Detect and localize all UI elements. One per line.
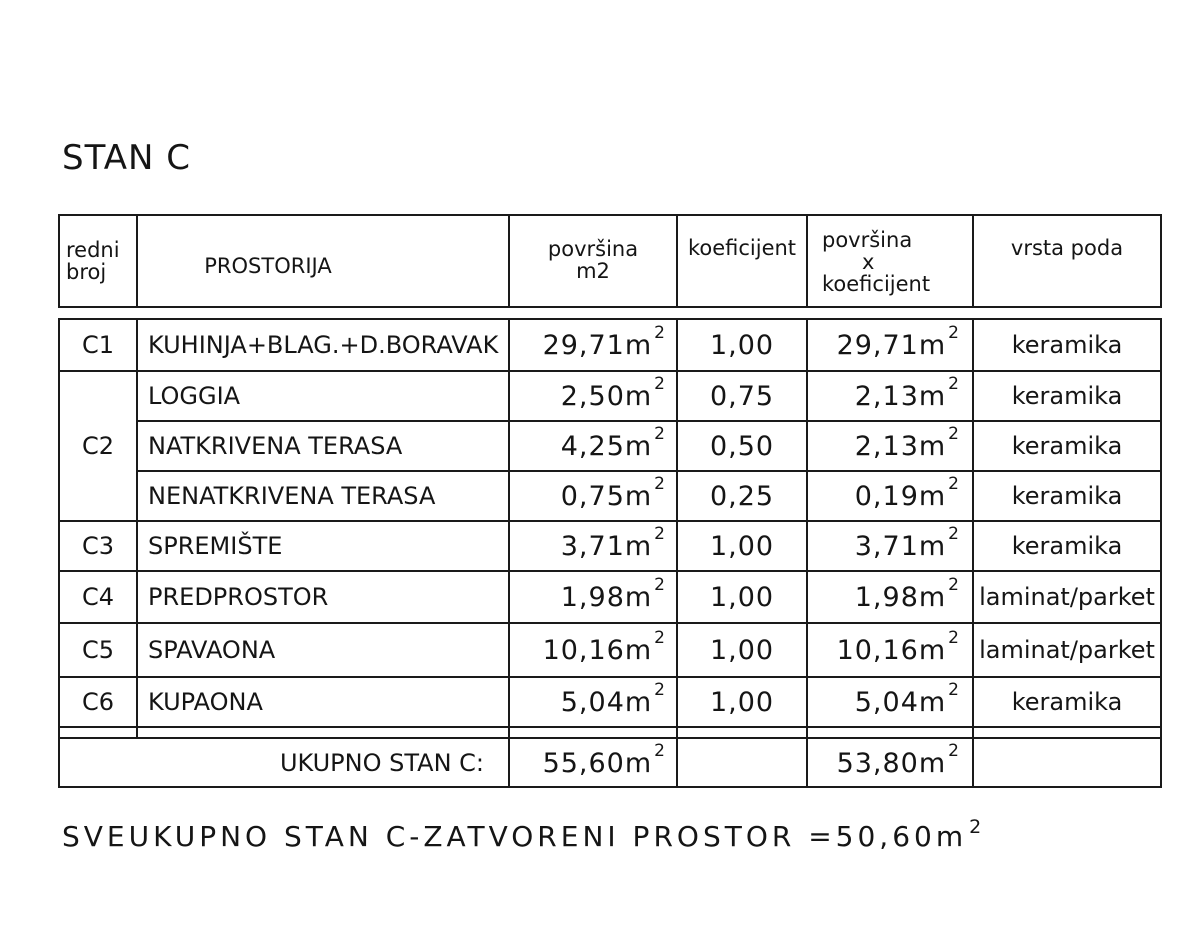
- room-area: 3,71m 2: [560, 523, 666, 562]
- total-label: UKUPNO STAN C:: [279, 749, 484, 777]
- table-line: [58, 214, 1162, 216]
- table-line: [58, 214, 60, 308]
- floor-type: keramika: [1011, 432, 1123, 460]
- floor-type: keramika: [1011, 688, 1123, 716]
- room-area: 4,25m 2: [560, 423, 666, 462]
- room-name: NENATKRIVENA TERASA: [148, 482, 436, 510]
- room-name: KUPAONA: [148, 688, 263, 716]
- room-coefficient: 0,75: [709, 380, 775, 412]
- room-name: NATKRIVENA TERASA: [148, 432, 403, 460]
- room-name: LOGGIA: [148, 382, 241, 410]
- floor-type: keramika: [1011, 331, 1123, 359]
- room-coefficient: 1,00: [709, 581, 775, 613]
- table-line: [58, 737, 60, 788]
- floor-type: laminat/parket: [979, 583, 1155, 611]
- header-koeficijent: koeficijent: [687, 236, 797, 260]
- room-area: 10,16m 2: [542, 627, 666, 666]
- room-area-x-coef: 2,13m 2: [854, 373, 960, 412]
- room-area-x-coef: 2,13m 2: [854, 423, 960, 462]
- header-prostorija: PROSTORIJA: [204, 254, 332, 278]
- floor-type: laminat/parket: [979, 636, 1155, 664]
- table-line: [1160, 318, 1162, 738]
- room-coefficient: 0,50: [709, 430, 775, 462]
- floor-type: keramika: [1011, 482, 1123, 510]
- footer-total: SVEUKUPNO STAN C-ZATVORENI PROSTOR =50,60m $^2$: [62, 816, 986, 853]
- room-area-x-coef: 1,98m 2: [854, 574, 960, 613]
- group-label: C2: [81, 432, 115, 460]
- header-vrsta-poda: vrsta poda: [1010, 236, 1124, 260]
- room-area-x-coef: 29,71m 2: [836, 322, 960, 361]
- room-area-x-coef: 3,71m 2: [854, 523, 960, 562]
- room-area: 0,75m 2: [560, 473, 666, 512]
- group-label: C6: [81, 688, 115, 716]
- room-coefficient: 1,00: [709, 329, 775, 361]
- room-coefficient: 1,00: [709, 686, 775, 718]
- header-povrsina: površina m2: [547, 237, 639, 283]
- room-area-x-coef: 0,19m 2: [854, 473, 960, 512]
- header-redni-broj: redni broj: [66, 238, 120, 284]
- room-area: 5,04m 2: [560, 679, 666, 718]
- group-label: C1: [81, 331, 115, 359]
- total-area: 55,60m 2: [542, 740, 666, 779]
- header-povrsina-x-koeficijent: površina x koeficijent: [822, 228, 931, 296]
- floor-type: keramika: [1011, 532, 1123, 560]
- group-label: C4: [81, 583, 115, 611]
- room-area-x-coef: 5,04m 2: [854, 679, 960, 718]
- room-name: KUHINJA+BLAG.+D.BORAVAK: [148, 331, 499, 359]
- page-title: STAN C: [62, 138, 191, 178]
- table-line: [136, 318, 138, 738]
- group-label: C5: [81, 636, 115, 664]
- table-line: [58, 726, 1162, 728]
- room-coefficient: 1,00: [709, 634, 775, 666]
- room-area: 1,98m 2: [560, 574, 666, 613]
- group-label: C3: [81, 532, 115, 560]
- room-name: SPAVAONA: [148, 636, 276, 664]
- room-name: PREDPROSTOR: [148, 583, 329, 611]
- table-line: [1160, 214, 1162, 308]
- room-area: 29,71m 2: [542, 322, 666, 361]
- room-coefficient: 1,00: [709, 530, 775, 562]
- room-area: 2,50m 2: [560, 373, 666, 412]
- table-line: [58, 306, 1162, 308]
- room-area-x-coef: 10,16m 2: [836, 627, 960, 666]
- room-coefficient: 0,25: [709, 480, 775, 512]
- room-name: SPREMIŠTE: [148, 532, 283, 560]
- table-line: [676, 737, 678, 788]
- floor-type: keramika: [1011, 382, 1123, 410]
- table-line: [1160, 737, 1162, 788]
- table-line: [972, 737, 974, 788]
- total-area-x-coef: 53,80m 2: [836, 740, 960, 779]
